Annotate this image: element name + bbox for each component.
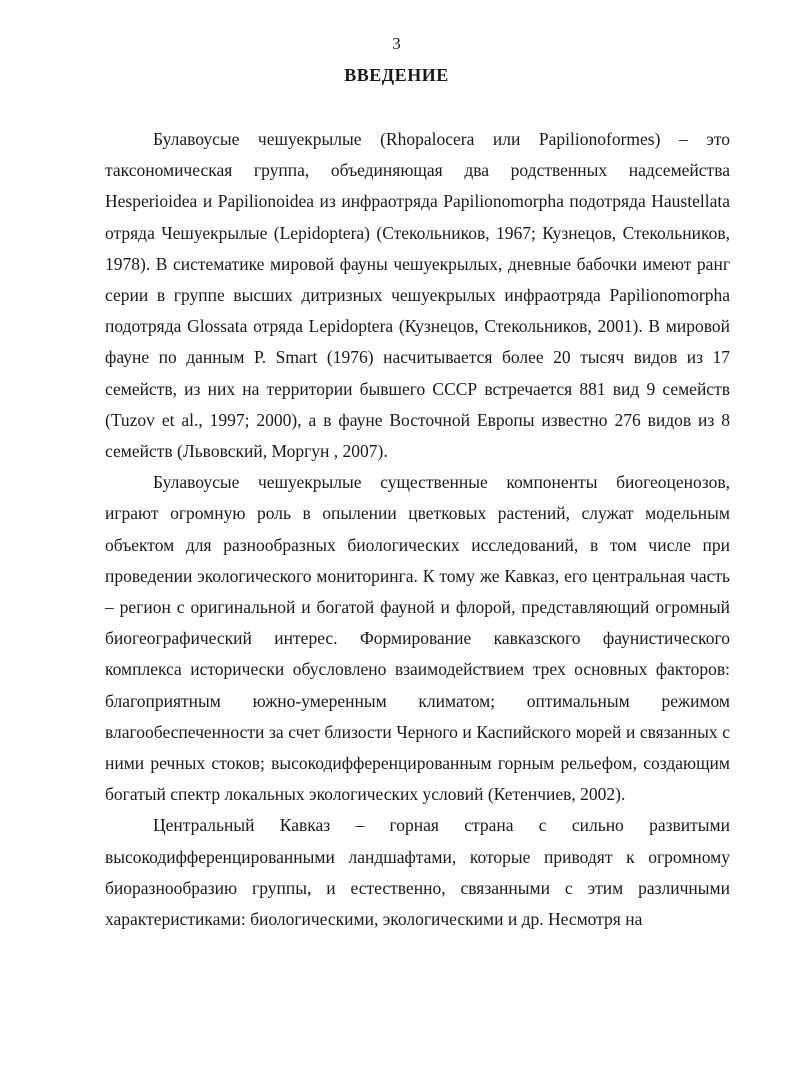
body-text [105,124,730,935]
section-title: ВВЕДЕНИЕ [344,65,449,85]
page-number: 3 [392,34,401,53]
paragraph-1: Булавоусые чешуекрылые (Rhopalocera или Papilionoformes) – это таксономическая группа, объединяющая два родственных надсемейства Hesperioidea и Papilionoidea из инфраотряда Papilionomorpha подотряда Haustellata отряда Чешуекрылые (Lepidoptera) (Стекольников, 1967; Кузнецов, Стекольников, 1978). В систематике мировой фауны чешуекрылых, дневные бабочки имеют ранг серии в группе высших дитризных чешуекрылых инфраотряда Papilionomorpha подотряда Glossata отряда Lepidoptera (Кузнецов, Стекольников, 2001). В мировой фауне по данным P. Smart (1976) насчитывается более 20 тысяч видов из 17 семейств, из них на территории бывшего СССР встречается 881 вид 9 семейств (Tuzov et al., 1997; 2000), а в фауне Восточной Европы известно 276 видов из 8 семейств (Львовский, Моргун , 2007). [105,129,730,462]
paragraph-3: Центральный Кавказ – горная страна с сильно развитыми высокодифференцированными ландшафтами, которые приводят к огромному биоразнообразию группы, и естественно, связанными с этим различными характеристиками: биологическими, экологическими и др. Несмотря на [105,815,730,930]
paragraph-2: Булавоусые чешуекрылые существенные компоненты биогеоценозов, играют огромную роль в опылении цветковых растений, служат модельным объектом для разнообразных биологических исследований, в том числе при проведении экологического мониторинга. К тому же Кавказ, его центральная часть – регион с оригинальной и богатой фауной и флорой, представляющий огромный биогеографический интерес. Формирование кавказского фаунистического комплекса исторически обусловлено взаимодействием трех основных факторов: благоприятным южно-умеренным климатом; оптимальным режимом влагообеспеченности за счет близости Черного и Каспийского морей и связанных с ними речных стоков; высокодифференцированным горным рельефом, создающим богатый спектр локальных экологических условий (Кетенчиев, 2002). [105,472,730,805]
